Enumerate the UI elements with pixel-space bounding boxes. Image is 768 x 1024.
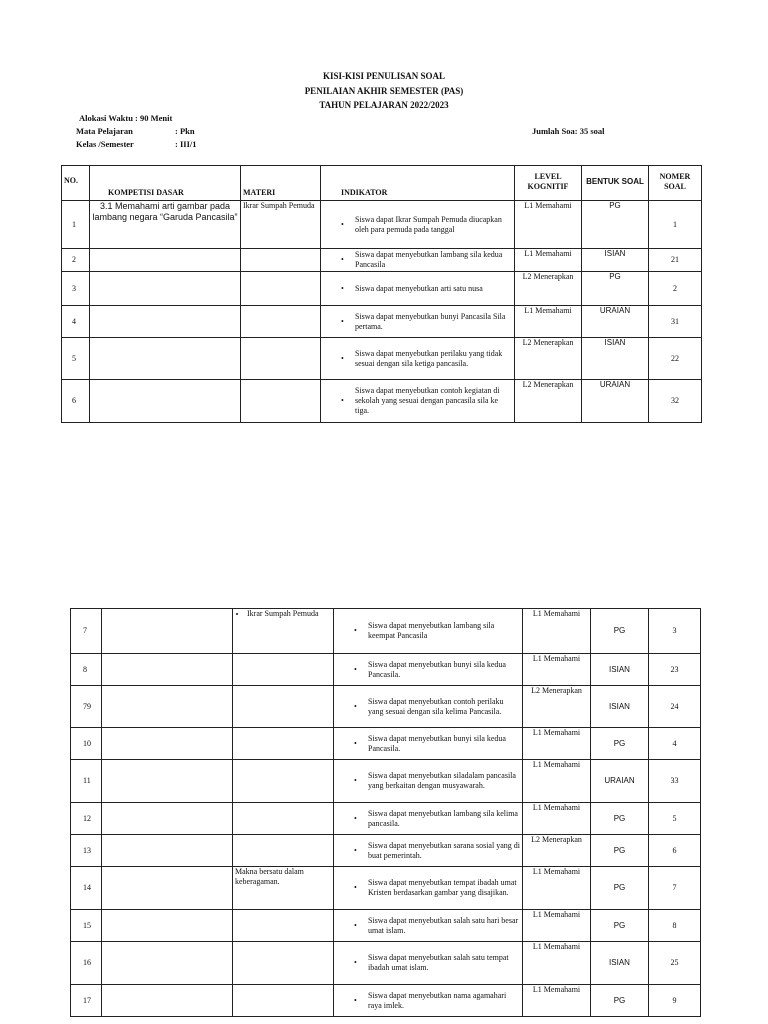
cell-no: 3 (62, 272, 90, 306)
indikator-text: Siswa dapat menyebutkan sarana sosial yang di buat pemerintah. (368, 840, 520, 860)
cell-level: L1 Memahami (515, 306, 582, 338)
cell-materi (241, 380, 321, 423)
table-row (62, 201, 702, 249)
cell-indikator (334, 686, 523, 728)
cell-level: L1 Memahami (523, 728, 591, 760)
cell-materi (233, 803, 334, 835)
cell-kompetensi (102, 867, 233, 910)
cell-materi (241, 338, 321, 380)
cell-materi (233, 609, 334, 654)
cell-nomer: 6 (649, 835, 701, 867)
cell-materi (233, 654, 334, 686)
cell-kompetensi (102, 985, 233, 1017)
cell-no: 5 (62, 338, 90, 380)
cell-nomer: 7 (649, 867, 701, 910)
cell-level: L1 Memahami (523, 609, 591, 654)
indikator-text: Siswa dapat menyebutkan lambang sila kedua Pancasila (355, 250, 503, 269)
cell-level: L2 Menerapkan (515, 272, 582, 306)
cell-bentuk: PG (591, 867, 649, 910)
cell-bentuk: URAIAN (582, 306, 649, 338)
cell-kompetensi (102, 686, 233, 728)
bullet-icon: • (341, 353, 344, 363)
indikator-text: Siswa dapat menyebutkan perilaku yang tidak sesuai dengan sila ketiga pancasila. (355, 348, 503, 368)
cell-bentuk: PG (591, 985, 649, 1017)
indikator-text: Siswa dapat menyebutkan salah satu tempat ibadah umat islam. (368, 953, 509, 972)
table-row (62, 249, 702, 272)
cell-no: 7 (71, 609, 102, 654)
cell-level: L2 Menerapkan (523, 835, 591, 867)
alokasi-waktu: Alokasi Waktu : 90 Menit (79, 113, 173, 123)
bullet-icon: • (341, 396, 344, 405)
indikator-text: Siswa dapat menyebutkan arti satu nusa (355, 283, 483, 293)
cell-kompetensi (102, 803, 233, 835)
bullet-icon: • (354, 920, 357, 930)
header-no: NO. (62, 166, 90, 201)
cell-materi: Makna bersatu dalam keberagaman. (233, 867, 334, 910)
cell-nomer: 21 (649, 249, 702, 272)
cell-no: 16 (71, 942, 102, 985)
cell-no: 15 (71, 910, 102, 942)
cell-materi (233, 728, 334, 760)
cell-no: 8 (71, 654, 102, 686)
cell-indikator (334, 835, 523, 867)
cell-materi (241, 272, 321, 306)
cell-no: 11 (71, 760, 102, 803)
cell-kompetensi (102, 654, 233, 686)
bullet-icon: • (354, 813, 357, 823)
cell-no: 79 (71, 686, 102, 728)
cell-nomer: 22 (649, 338, 702, 380)
indikator-text: Siswa dapat Ikrar Sumpah Pemuda diucapkan oleh para pemuda pada tanggal (355, 214, 502, 234)
cell-indikator (321, 249, 515, 272)
cell-indikator (334, 654, 523, 686)
cell-no: 1 (62, 201, 90, 249)
cell-bentuk: ISIAN (582, 338, 649, 380)
jumlah-soal: Jumlah Soa: 35 soal (532, 126, 605, 136)
indikator-text: Siswa dapat menyebutkan contoh perilaku yang sesuai dengan sila kelima Pancasila. (368, 696, 504, 716)
cell-nomer: 23 (649, 654, 701, 686)
cell-no: 17 (71, 985, 102, 1017)
cell-indikator (334, 942, 523, 985)
bullet-icon: • (354, 664, 357, 674)
cell-kompetensi (90, 272, 241, 306)
cell-indikator (334, 985, 523, 1017)
cell-level: L1 Memahami (523, 867, 591, 910)
cell-indikator (321, 201, 515, 249)
header-indikator: INDIKATOR (321, 166, 515, 201)
cell-indikator (334, 867, 523, 910)
cell-bentuk: ISIAN (591, 942, 649, 985)
kisi-table-1 (61, 165, 702, 423)
cell-materi: Ikrar Sumpah Pemuda (241, 201, 321, 249)
indikator-text: Siswa dapat menyebutkan salah satu hari besar umat islam. (368, 915, 519, 935)
cell-nomer: 5 (649, 803, 701, 835)
cell-bentuk: ISIAN (582, 249, 649, 272)
cell-nomer: 33 (649, 760, 701, 803)
table-row (71, 728, 701, 760)
table-row (71, 609, 701, 654)
table-row (62, 338, 702, 380)
cell-level: L1 Memahami (515, 249, 582, 272)
indikator-text: Siswa dapat menyebutkan siladalam pancasila yang berkaitan dengan musyawarah. (368, 771, 516, 790)
header-level: LEVEL KOGNITIF (515, 166, 582, 201)
cell-materi (233, 760, 334, 803)
cell-bentuk: PG (582, 272, 649, 306)
indikator-text: Siswa dapat menyebutkan bunyi sila kedua Pancasila. (368, 659, 506, 679)
cell-materi (233, 686, 334, 728)
cell-kompetensi (102, 760, 233, 803)
cell-bentuk: PG (582, 201, 649, 249)
cell-no: 2 (62, 249, 90, 272)
cell-nomer: 1 (649, 201, 702, 249)
bullet-icon: • (354, 995, 357, 1005)
cell-bentuk: PG (591, 910, 649, 942)
cell-bentuk: PG (591, 803, 649, 835)
cell-materi (233, 985, 334, 1017)
cell-kompetensi (90, 338, 241, 380)
cell-materi (241, 249, 321, 272)
cell-indikator (334, 728, 523, 760)
bullet-icon: • (341, 316, 344, 326)
header-kompetensi: KOMPETISI DASAR (90, 166, 241, 201)
cell-level: L1 Memahami (523, 803, 591, 835)
cell-nomer: 3 (649, 609, 701, 654)
indikator-text: Siswa dapat menyebutkan lambang sila keempat Pancasila (368, 621, 495, 640)
bullet-icon: • (354, 958, 357, 967)
cell-nomer: 32 (649, 380, 702, 423)
mapel-value: : Pkn (175, 126, 195, 136)
materi-item: • Ikrar Sumpah Pemuda (247, 609, 331, 619)
cell-kompetensi (102, 728, 233, 760)
cell-level: L1 Memahami (523, 942, 591, 985)
cell-kompetensi: 3.1 Memahami arti gambar pada lambang negara “Garuda Pancasila” (90, 201, 241, 249)
kelas-label: Kelas /Semester (76, 139, 134, 149)
indikator-text: Siswa dapat menyebutkan contoh kegiatan di sekolah yang sesuai dengan pancasila sila ke tiga. (355, 386, 500, 415)
table-row (62, 306, 702, 338)
bullet-icon: • (354, 738, 357, 748)
cell-level: L1 Memahami (523, 760, 591, 803)
cell-bentuk: PG (591, 728, 649, 760)
table-row (71, 985, 701, 1017)
cell-indikator (321, 338, 515, 380)
bullet-icon: • (354, 883, 357, 892)
cell-no: 14 (71, 867, 102, 910)
kisi-table-2 (70, 608, 701, 1017)
cell-kompetensi (90, 306, 241, 338)
table-row (62, 272, 702, 306)
cell-no: 13 (71, 835, 102, 867)
cell-indikator (334, 803, 523, 835)
cell-kompetensi (90, 380, 241, 423)
bullet-icon: • (354, 845, 357, 855)
cell-nomer: 4 (649, 728, 701, 760)
cell-level: L1 Memahami (523, 654, 591, 686)
cell-kompetensi (102, 910, 233, 942)
cell-kompetensi (102, 942, 233, 985)
cell-bentuk: ISIAN (591, 686, 649, 728)
cell-bentuk: URAIAN (591, 760, 649, 803)
doc-title-3: TAHUN PELAJARAN 2022/2023 (319, 100, 449, 110)
cell-bentuk: ISIAN (591, 654, 649, 686)
indikator-text: Siswa dapat menyebutkan lambang sila kelima pancasila. (368, 808, 518, 828)
indikator-text: Siswa dapat menyebutkan tempat ibadah umat Kristen berdasarkan gambar yang disajikan. (368, 878, 517, 897)
cell-materi (233, 835, 334, 867)
cell-level: L2 Menerapkan (523, 686, 591, 728)
cell-indikator (321, 380, 515, 423)
table-row (71, 654, 701, 686)
table-row (71, 910, 701, 942)
header-bentuk: BENTUK SOAL (582, 166, 649, 201)
cell-level: L1 Memahami (523, 985, 591, 1017)
table-row (71, 760, 701, 803)
cell-materi (241, 306, 321, 338)
doc-title-2: PENILAIAN AKHIR SEMESTER (PAS) (304, 86, 464, 96)
bullet-icon: • (341, 255, 344, 264)
table-row (62, 380, 702, 423)
cell-nomer: 8 (649, 910, 701, 942)
mapel-label: Mata Pelajaran (76, 126, 133, 136)
cell-bentuk: URAIAN (582, 380, 649, 423)
table-row (71, 686, 701, 728)
cell-kompetensi (102, 609, 233, 654)
cell-indikator (334, 609, 523, 654)
bullet-icon: • (354, 626, 357, 635)
cell-nomer: 9 (649, 985, 701, 1017)
table-row (71, 835, 701, 867)
cell-kompetensi (90, 249, 241, 272)
cell-bentuk: PG (591, 609, 649, 654)
cell-no: 10 (71, 728, 102, 760)
table-row (71, 867, 701, 910)
cell-indikator (321, 272, 515, 306)
cell-no: 12 (71, 803, 102, 835)
cell-no: 6 (62, 380, 90, 423)
cell-no: 4 (62, 306, 90, 338)
indikator-text: Siswa dapat menyebutkan nama agamahari raya imlek. (368, 990, 507, 1010)
table-row (71, 803, 701, 835)
bullet-icon: • (341, 283, 344, 293)
header-nomer: NOMER SOAL (649, 166, 702, 201)
header-materi: MATERI (241, 166, 321, 201)
doc-title-1: KISI-KISI PENULISAN SOAL (322, 71, 446, 81)
cell-materi (233, 910, 334, 942)
cell-kompetensi (102, 835, 233, 867)
cell-level: L2 Menerapkan (515, 380, 582, 423)
cell-nomer: 31 (649, 306, 702, 338)
cell-nomer: 24 (649, 686, 701, 728)
cell-level: L1 Memahami (515, 201, 582, 249)
cell-materi (233, 942, 334, 985)
bullet-icon: • (354, 776, 357, 785)
cell-indikator (321, 306, 515, 338)
cell-bentuk: PG (591, 835, 649, 867)
bullet-icon: • (354, 701, 357, 711)
cell-indikator (334, 910, 523, 942)
cell-nomer: 2 (649, 272, 702, 306)
cell-nomer: 25 (649, 942, 701, 985)
indikator-text: Siswa dapat menyebutkan bunyi sila kedua Pancasila. (368, 733, 506, 753)
cell-indikator (334, 760, 523, 803)
kelas-value: : III/1 (175, 139, 197, 149)
cell-level: L1 Memahami (523, 910, 591, 942)
table-header-row (62, 166, 702, 201)
table-row (71, 942, 701, 985)
cell-level: L2 Menerapkan (515, 338, 582, 380)
indikator-text: Siswa dapat menyebutkan bunyi Pancasila Sila pertama. (355, 311, 506, 331)
bullet-icon: • (341, 219, 344, 229)
